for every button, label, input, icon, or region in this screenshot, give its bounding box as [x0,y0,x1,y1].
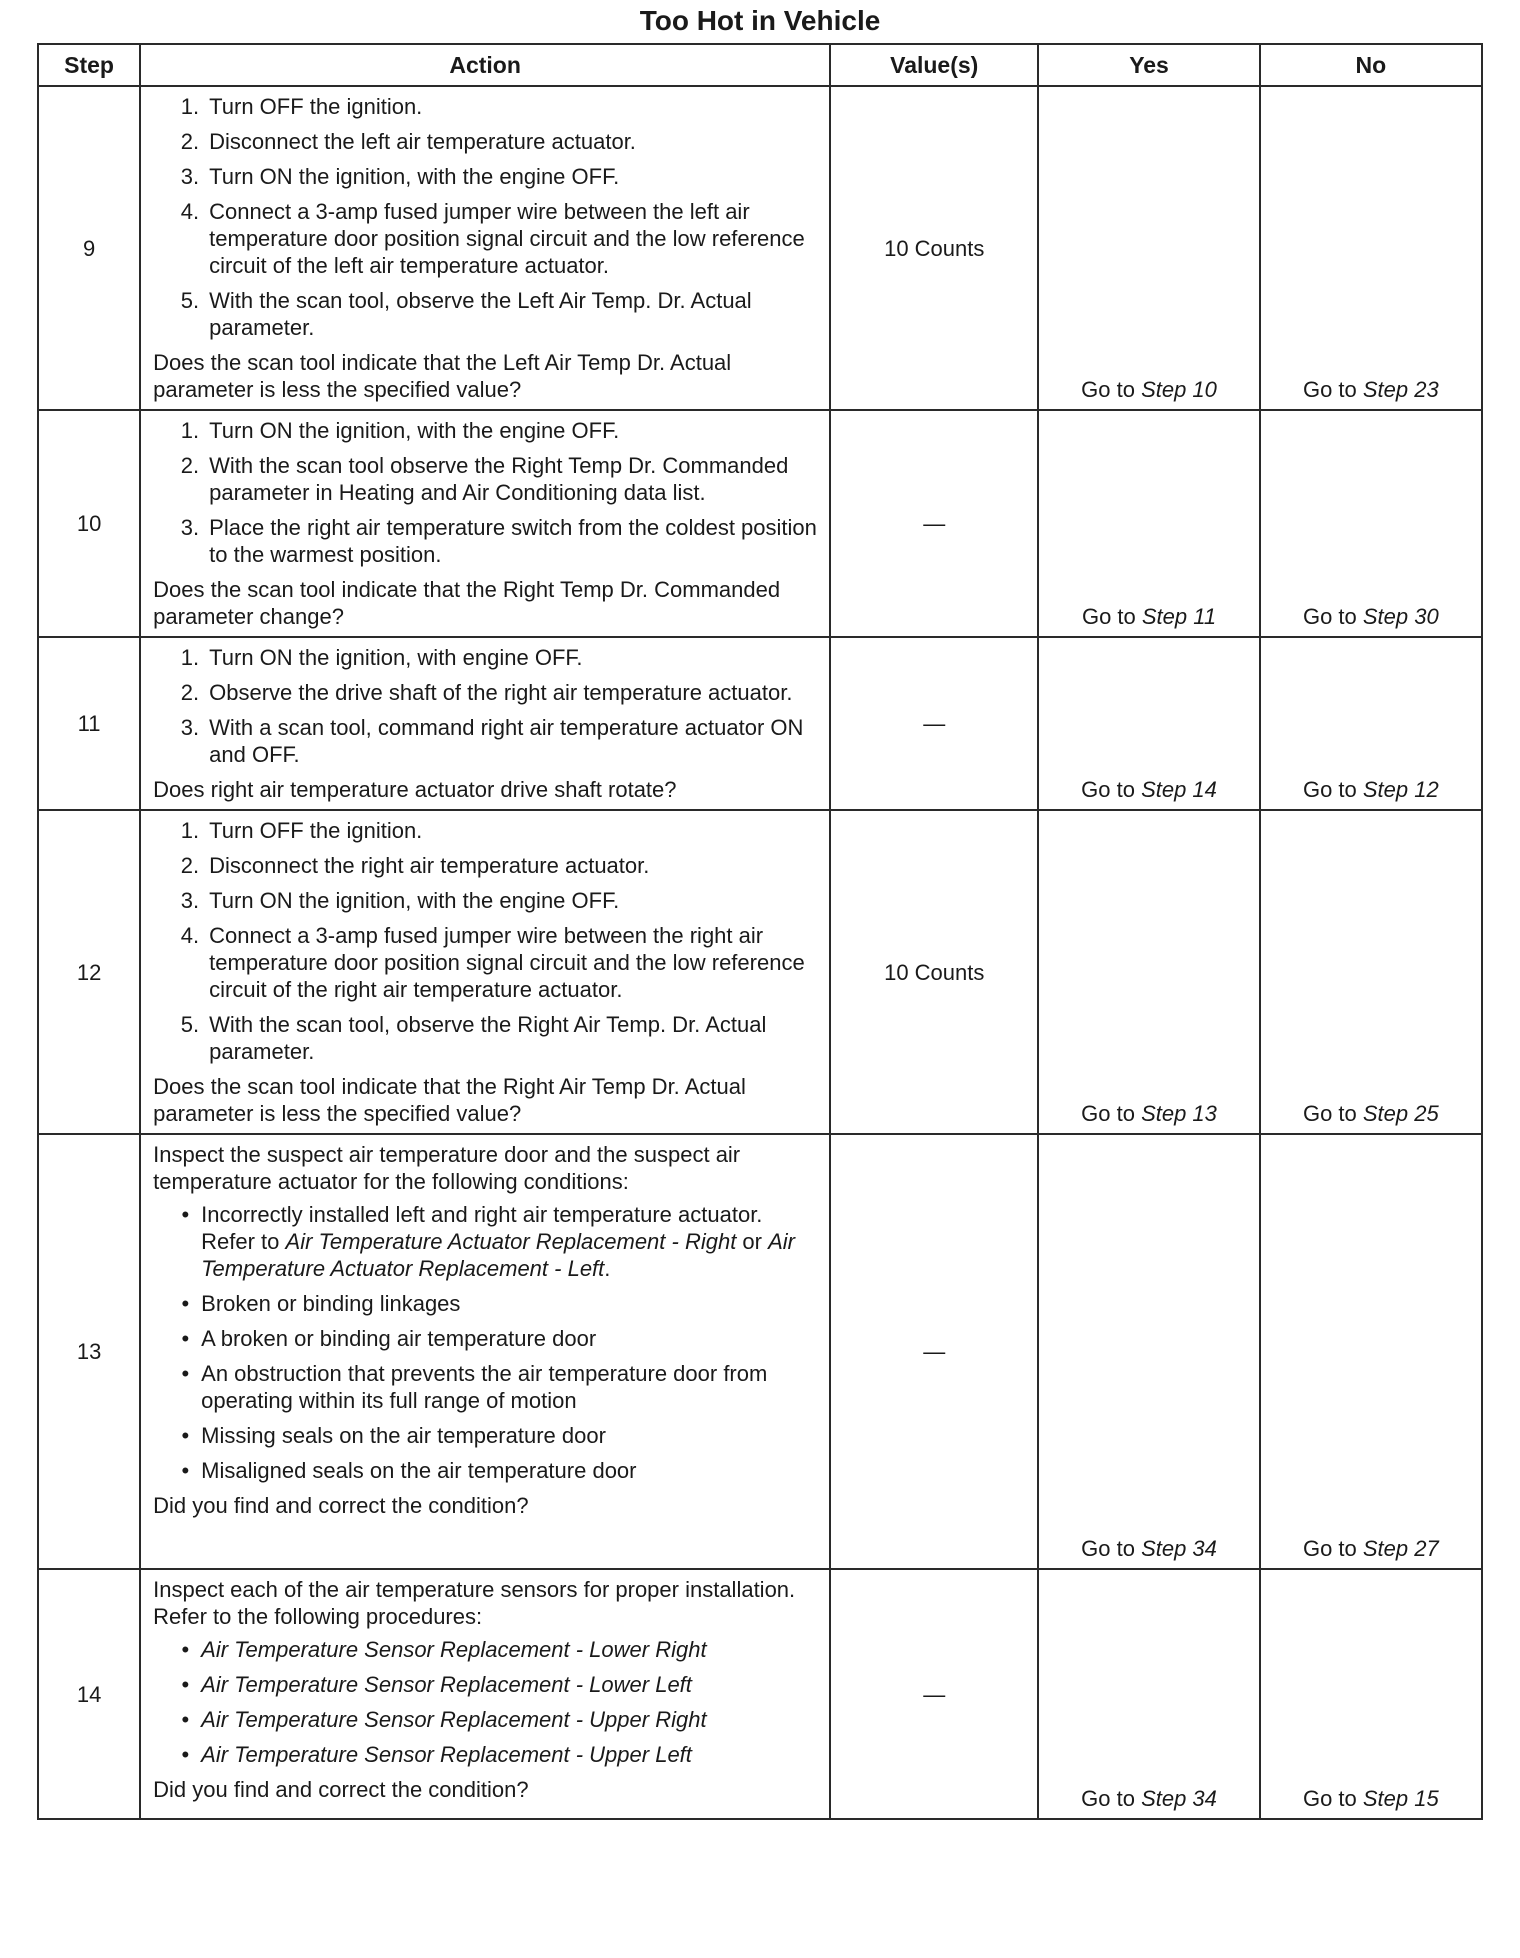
procedure-link[interactable]: Air Temperature Actuator Replacement - Left [201,1229,795,1281]
yes-cell: Go to Step 34 [1038,1569,1259,1819]
table-row-step-9 [38,86,1482,410]
procedure-link[interactable]: Air Temperature Sensor Replacement - Lower Right [201,1637,707,1662]
procedure-link[interactable]: Air Temperature Sensor Replacement - Upper Right [201,1707,707,1732]
list-item: 1. Turn ON the ignition, with the engine OFF. [180,418,620,443]
question-text: Does the scan tool indicate that the Right Air Temp Dr. Actual parameter is less the specified value? [153,1074,746,1126]
list-item: • Misaligned seals on the air temperature door [181,1458,637,1483]
step-list [153,93,819,341]
header-no: No [1260,44,1482,86]
step-link[interactable]: Step 15 [1362,1786,1439,1811]
list-item: • Air Temperature Sensor Replacement - Lower Right [153,1636,819,1663]
action-cell [140,637,830,810]
list-item: • Air Temperature Sensor Replacement - Upper Left [153,1741,819,1768]
step-list [153,417,819,568]
diagnostic-table [37,43,1483,1820]
procedure-link[interactable]: Air Temperature Sensor Replacement - Upper Left [201,1742,692,1767]
list-item: • Incorrectly installed left and right air temperature actuator. Refer to Air Temperature Actuator Replacement - Right or Air Temperature Actuator Replacement - Left. [181,1202,795,1281]
no-cell: Go to Step 23 [1260,86,1482,410]
value-cell: — [830,637,1038,810]
step-link[interactable]: Step 14 [1141,777,1217,802]
table-row-step-11 [38,637,1482,810]
value-cell: 10 Counts [830,810,1038,1134]
list-item: • Air Temperature Sensor Replacement - Lower Left [153,1671,819,1698]
value-cell: — [830,410,1038,637]
step-link[interactable]: Step 25 [1362,1101,1439,1126]
step-link[interactable]: Step 27 [1362,1536,1439,1561]
list-item: 2. Observe the drive shaft of the right air temperature actuator. [180,680,793,705]
list-item: 5. With the scan tool, observe the Right Air Temp. Dr. Actual parameter. [180,1012,767,1064]
list-item: 2. Disconnect the right air temperature actuator. [180,853,650,878]
step-list [153,644,819,768]
action-cell [140,810,830,1134]
list-item: 4. Connect a 3-amp fused jumper wire between the left air temperature door position signal circuit and the low reference circuit of the left air temperature actuator. [180,199,805,278]
step-link[interactable]: Step 12 [1362,777,1439,802]
step-list [153,817,819,1065]
list-item: • Broken or binding linkages [181,1291,461,1316]
step-number: 10 [38,410,140,637]
no-cell: Go to Step 25 [1260,810,1482,1134]
header-yes: Yes [1038,44,1259,86]
question-text: Did you find and correct the condition? [153,1777,529,1802]
step-link[interactable]: Step 34 [1141,1536,1217,1561]
list-item: 3. Turn ON the ignition, with the engine OFF. [180,888,620,913]
question-text: Did you find and correct the condition? [153,1493,529,1518]
condition-list [153,1201,819,1484]
step-number: 13 [38,1134,140,1569]
list-item: 1. Turn OFF the ignition. [180,94,423,119]
list-item: 3. Turn ON the ignition, with the engine OFF. [180,164,620,189]
no-cell: Go to Step 27 [1260,1134,1482,1569]
header-step: Step [38,44,140,86]
intro-text: Inspect each of the air temperature sensors for proper installation. Refer to the following procedures: [153,1577,796,1629]
step-number: 14 [38,1569,140,1819]
yes-cell: Go to Step 11 [1038,410,1259,637]
step-number: 12 [38,810,140,1134]
list-item: • An obstruction that prevents the air temperature door from operating within its full range of motion [181,1361,768,1413]
table-row-step-12 [38,810,1482,1134]
no-cell: Go to Step 30 [1260,410,1482,637]
procedure-list [153,1636,819,1768]
list-item: • A broken or binding air temperature door [181,1326,597,1351]
list-item: 1. Turn OFF the ignition. [180,818,423,843]
question-text: Does the scan tool indicate that the Right Temp Dr. Commanded parameter change? [153,577,781,629]
action-cell [140,1134,830,1569]
table-row-step-14 [38,1569,1482,1819]
list-item: 2. Disconnect the left air temperature actuator. [180,129,636,154]
header-action: Action [140,44,830,86]
yes-cell: Go to Step 34 [1038,1134,1259,1569]
list-item: • Air Temperature Sensor Replacement - Upper Right [153,1706,819,1733]
yes-cell: Go to Step 13 [1038,810,1259,1134]
list-item: 3. Place the right air temperature switch from the coldest position to the warmest position. [180,515,817,567]
question-text: Does the scan tool indicate that the Left Air Temp Dr. Actual parameter is less the specified value? [153,350,732,402]
procedure-link[interactable]: Air Temperature Sensor Replacement - Lower Left [201,1672,692,1697]
list-item: • Missing seals on the air temperature door [181,1423,606,1448]
action-cell [140,1569,830,1819]
table-row-step-10 [38,410,1482,637]
page-title: Too Hot in Vehicle [639,5,881,36]
value-cell: 10 Counts [830,86,1038,410]
list-item: 2. With the scan tool observe the Right Temp Dr. Commanded parameter in Heating and Air Conditioning data list. [180,453,789,505]
value-cell: — [830,1569,1038,1819]
step-link[interactable]: Step 10 [1141,377,1217,402]
list-item: 5. With the scan tool, observe the Left Air Temp. Dr. Actual parameter. [180,288,752,340]
value-cell: — [830,1134,1038,1569]
intro-text: Inspect the suspect air temperature door and the suspect air temperature actuator for the following conditions: [153,1142,741,1194]
yes-cell: Go to Step 14 [1038,637,1259,810]
no-cell: Go to Step 15 [1260,1569,1482,1819]
step-number: 9 [38,86,140,410]
action-cell [140,86,830,410]
list-item: 4. Connect a 3-amp fused jumper wire between the right air temperature door position signal circuit and the low reference circuit of the right air temperature actuator. [180,923,805,1002]
action-cell [140,410,830,637]
step-link[interactable]: Step 13 [1141,1101,1217,1126]
question-text: Does right air temperature actuator drive shaft rotate? [153,777,677,802]
header-row [38,44,1482,86]
table-row-step-13 [38,1134,1482,1569]
list-item: 3. With a scan tool, command right air temperature actuator ON and OFF. [180,715,804,767]
list-item: 1. Turn ON the ignition, with engine OFF. [180,645,583,670]
step-link[interactable]: Step 30 [1362,604,1439,629]
step-link[interactable]: Step 11 [1141,604,1217,629]
step-link[interactable]: Step 23 [1362,377,1439,402]
no-cell: Go to Step 12 [1260,637,1482,810]
yes-cell: Go to Step 10 [1038,86,1259,410]
procedure-link[interactable]: Air Temperature Actuator Replacement - Right [285,1229,737,1254]
step-link[interactable]: Step 34 [1141,1786,1217,1811]
header-values: Value(s) [830,44,1038,86]
step-number: 11 [38,637,140,810]
